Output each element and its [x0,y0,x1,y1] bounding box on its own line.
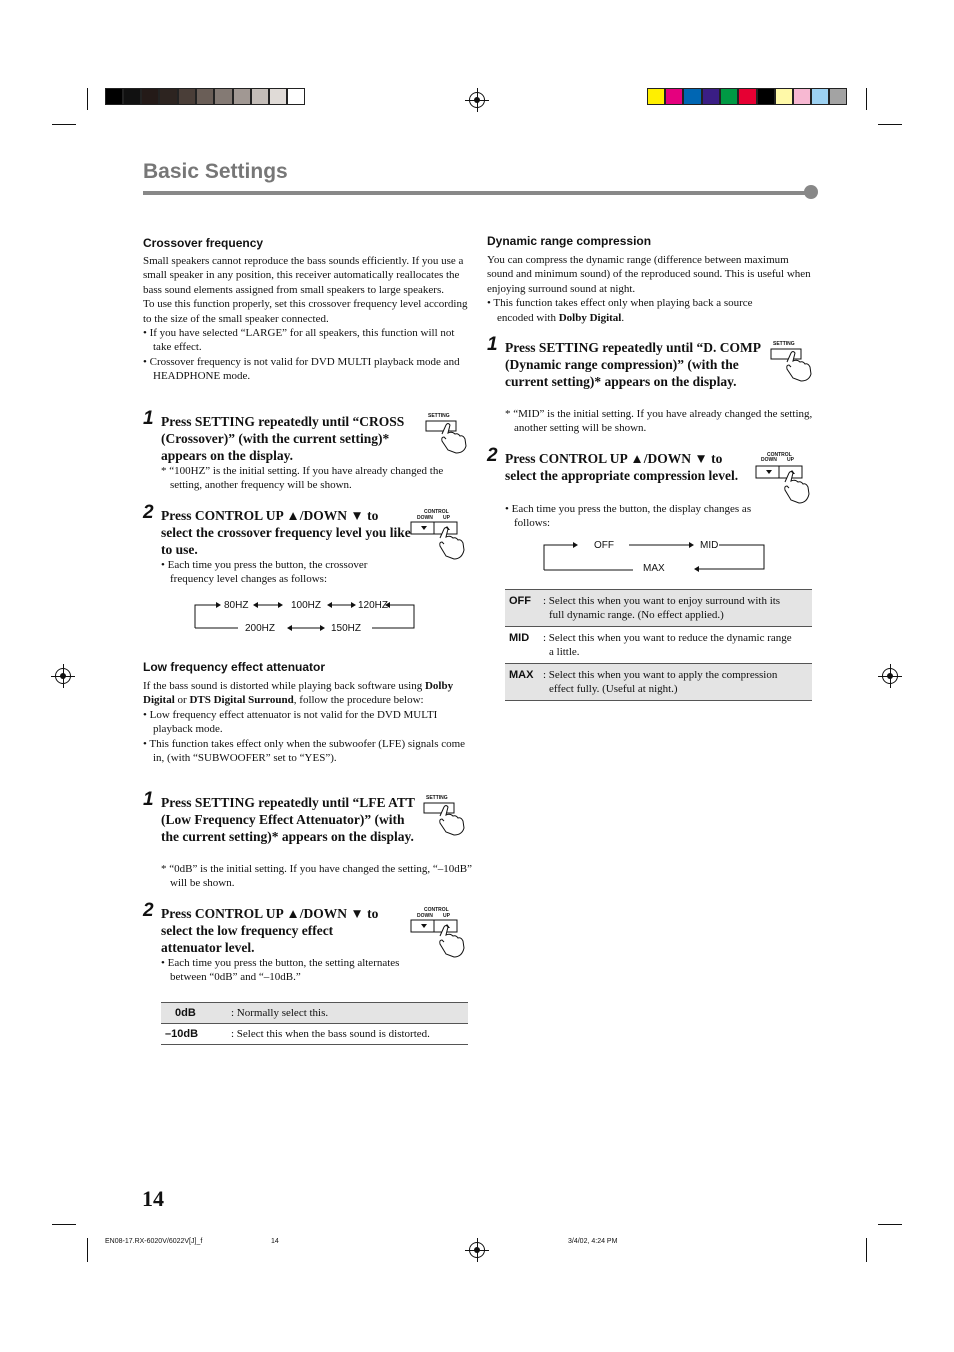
registration-mark-top [469,92,485,108]
table-desc: : Select this when you want to enjoy surround with its full dynamic range. (No effect applied.) [543,595,781,621]
seq-item: 200HZ [245,623,276,634]
footer-date: 3/4/02, 4:24 PM [568,1238,618,1245]
drc-step2-note: • Each time you press the button, the display changes as follows: [505,503,752,530]
seq-item: MID [700,540,719,551]
table-key: MID [509,632,530,644]
table-desc: : Select this when you want to apply the compression effect fully. (Useful at night.) [543,669,778,695]
lfe-bullet2: • This function takes effect only when the subwoofer (LFE) signals come in, (with “SUBWOOFER” set to “YES”). [143,737,466,765]
drc-step1-text: Press SETTING repeatedly until “D. COMP (Dynamic range compression)” (with the current setting)* appears on the display. [505,340,761,389]
lfe-intro [143,679,468,765]
table-desc: : Select this when the bass sound is distorted. [231,1028,430,1040]
footer-file: EN08-17.RX-6020V/6022V[J]_f [105,1238,203,1245]
lfe-heading: Low frequency effect attenuator [143,660,326,674]
lfe-step1-text: Press SETTING repeatedly until “LFE ATT (Low Frequency Effect Attenuator)” (with the current setting)* appears on the display. [161,795,415,844]
lfe-step2-note: • Each time you press the button, the setting alternates between “0dB” and “–10dB.” [161,957,400,984]
crossover-para1: Small speakers cannot reproduce the bass sounds efficiently. If you use a small speaker in any position, this receiver automatically reallocates the bass sound elements assigned from small speakers to large speakers. [143,255,464,296]
crossover-bullet1: • If you have selected “LARGE” for all speakers, this function will not take effect. [143,327,455,354]
page-number: 14 [142,1186,164,1211]
table-key: OFF [509,595,531,607]
lfe-step2-text: Press CONTROL UP ▲/DOWN ▼ to select the low frequency effect attenuator level. [161,906,379,955]
registration-mark-right [882,668,898,684]
drc-intro [487,253,813,325]
seq-item: 120HZ [358,600,389,611]
table-row [505,627,812,664]
setting-button-icon: SETTING [769,340,817,382]
seq-item: 100HZ [291,600,322,611]
lfe-step1-number: 1 [143,789,154,810]
crossover-step1-text: Press SETTING repeatedly until “CROSS (Crossover)” (with the current setting)* appears on the display. [161,414,405,463]
crossover-step2-note: • Each time you press the button, the crossover frequency level changes as follows: [161,559,368,586]
seq-item: OFF [594,540,614,551]
crossover-step1-number: 1 [143,408,154,429]
setting-button-icon: SETTING [422,794,470,836]
drc-table [505,589,812,701]
crossover-bullet2: • Crossover frequency is not valid for DVD MULTI playback mode and HEADPHONE mode. [143,355,460,383]
registration-mark-bottom [469,1242,485,1258]
table-row [161,1003,468,1024]
table-desc: : Normally select this. [231,1007,329,1019]
seq-item: 80HZ [224,600,249,611]
control-button-icon: CONTROL DOWN UP [755,452,817,510]
drc-para1: You can compress the dynamic range (difference between maximum sound and minimum sound) of the reproduced sound. This is useful when enjoying surround sound at night. [487,254,811,295]
crossover-step1-note: * “100HZ” is the initial setting. If you have already changed the setting, another frequency will be shown. [161,465,444,492]
table-desc: : Select this when you want to reduce the dynamic range a little. [543,632,792,658]
table-key: 0dB [175,1007,196,1019]
setting-button-icon: SETTING [424,412,472,454]
lfe-para1: If the bass sound is distorted while playing back software using Dolby Digital or DTS Digital Surround, follow the procedure below: [143,680,454,707]
drc-sequence [543,538,767,574]
crossover-step2-number: 2 [143,502,154,523]
lfe-bullet1: • Low frequency effect attenuator is not valid for the DVD MULTI playback mode. [143,708,438,736]
crossover-sequence [194,596,416,634]
drc-step2-number: 2 [487,445,498,466]
seq-item: MAX [643,563,665,574]
crossover-heading: Crossover frequency [143,236,264,250]
crossover-para2: To use this function properly, set this crossover frequency level according to the size of the small speaker connected. [143,298,468,325]
table-row [505,664,812,701]
page-title: Basic Settings [143,160,288,183]
control-button-icon: CONTROL DOWN UP [410,508,472,566]
lfe-step1-note: * “0dB” is the initial setting. If you have changed the setting, “–10dB” will be shown. [161,863,472,890]
drc-heading: Dynamic range compression [487,234,652,248]
crossover-step2-text: Press CONTROL UP ▲/DOWN ▼ to select the crossover frequency level you like to use. [161,508,411,557]
table-key: –10dB [165,1028,199,1040]
lfe-table [161,1002,468,1045]
footer-page: 14 [271,1238,279,1245]
drc-step2-text: Press CONTROL UP ▲/DOWN ▼ to select the appropriate compression level. [505,451,739,483]
table-key: MAX [509,669,534,681]
table-row [161,1024,468,1045]
drc-step1-note: * “MID” is the initial setting. If you have already changed the setting, another setting will be shown. [505,408,813,435]
control-button-icon: CONTROL DOWN UP [410,906,472,964]
seq-item: 150HZ [331,623,362,634]
crossover-intro [143,254,468,384]
table-row [505,590,812,627]
title-rule [143,191,811,195]
title-rule-dot [804,185,818,199]
lfe-step2-number: 2 [143,900,154,921]
drc-step1-number: 1 [487,334,498,355]
registration-mark-left [55,668,71,684]
drc-bullet1: • This function takes effect only when playing back a source encoded with Dolby Digital. [487,297,753,324]
